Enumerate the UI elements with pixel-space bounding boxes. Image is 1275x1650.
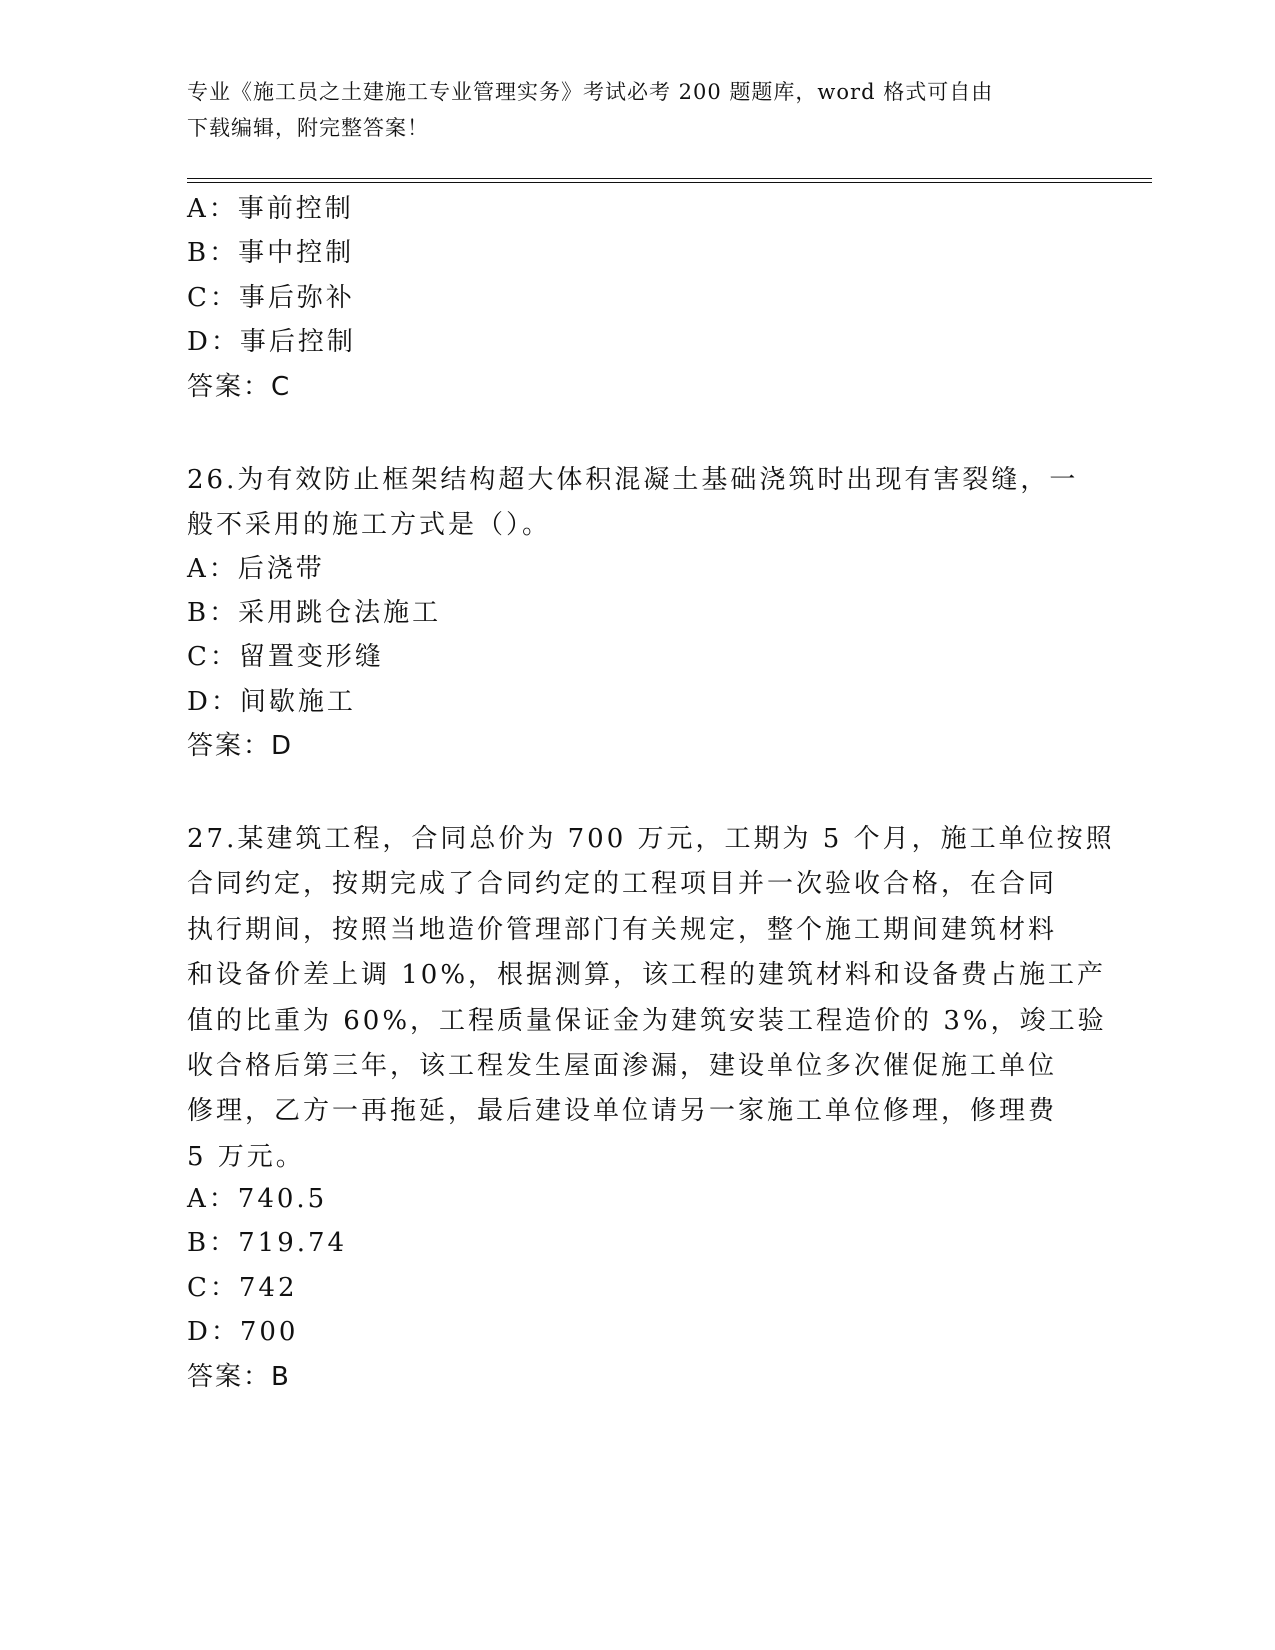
q27-stem-line-3: 执行期间，按照当地造价管理部门有关规定，整个施工期间建筑材料 [187,914,1058,945]
q27-answer: 答案：B [187,1362,291,1392]
header-rule-top [187,178,1152,179]
header-line-1: 专业《施工员之土建施工专业管理实务》考试必考 200 题题库，word 格式可自由 [187,80,994,104]
header-line-2: 下载编辑，附完整答案！ [187,116,429,140]
q27-option-b: B：719.74 [187,1228,348,1258]
q27-stem-line-2: 合同约定，按期完成了合同约定的工程项目并一次验收合格，在合同 [187,869,1058,900]
q27-stem-line-7: 修理，乙方一再拖延，最后建设单位请另一家施工单位修理，修理费 [187,1096,1058,1127]
q26-option-b: B：采用跳仓法施工 [187,598,442,628]
header-rule-bottom [187,182,1152,183]
q27-stem-line-8: 5 万元。 [187,1141,305,1172]
q25-option-a: A：事前控制 [187,194,354,224]
q27-stem-line-6: 收合格后第三年，该工程发生屋面渗漏，建设单位多次催促施工单位 [187,1051,1058,1082]
q26-option-a: A：后浇带 [187,554,325,584]
q26-option-c: C：留置变形缝 [187,642,384,672]
q26-stem-line-2: 般不采用的施工方式是（）。 [187,510,552,541]
q27-stem-line-5: 值的比重为 60%，工程质量保证金为建筑安装工程造价的 3%，竣工验 [187,1005,1107,1036]
q27-stem-line-4: 和设备价差上调 10%，根据测算，该工程的建筑材料和设备费占施工产 [187,960,1107,991]
q27-option-d: D：700 [187,1317,299,1347]
q27-option-c: C：742 [187,1273,298,1303]
document-header [187,74,1067,146]
q27-stem [187,817,1115,1180]
q26-option-d: D：间歇施工 [187,687,356,717]
q25-option-b: B：事中控制 [187,238,355,268]
q25-option-d: D：事后控制 [187,327,356,357]
q26-stem [187,458,1087,549]
q26-stem-line-1: 26.为有效防止框架结构超大体积混凝土基础浇筑时出现有害裂缝，一 [187,465,1079,495]
q27-stem-line-1: 27.某建筑工程，合同总价为 700 万元，工期为 5 个月，施工单位按照 [187,824,1115,854]
q25-answer: 答案：C [187,372,292,402]
q26-answer: 答案：D [187,731,294,761]
q25-option-c: C：事后弥补 [187,283,355,313]
q27-option-a: A：740.5 [187,1184,328,1214]
